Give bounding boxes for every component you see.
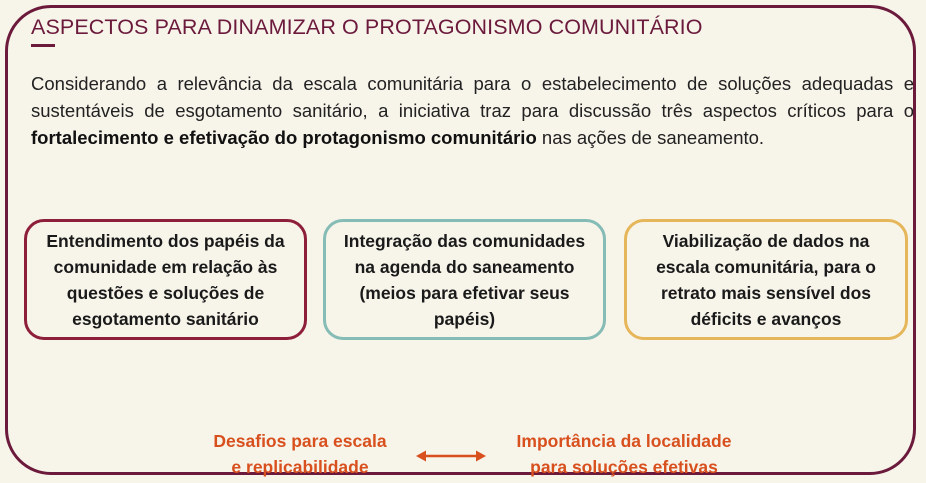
- double-arrow-icon: [416, 449, 486, 463]
- challenges-label: [193, 428, 407, 480]
- locality-label-line2: para soluções efetivas: [530, 457, 718, 477]
- intro-paragraph: [31, 70, 914, 151]
- locality-label: [497, 428, 751, 480]
- challenges-label-line2: e replicabilidade: [231, 457, 369, 477]
- intro-bold-text: fortalecimento e efetivação do protagonismo comunitário: [31, 127, 537, 148]
- aspect-card-label: Viabilização de dados na escala comunitária, para o retrato mais sensível dos déficits e avanços: [656, 230, 876, 329]
- aspect-card-label: Entendimento dos papéis da comunidade em relação às questões e soluções de esgotamento sanitário: [46, 230, 285, 329]
- aspect-card-label: Integração das comunidades na agenda do saneamento (meios para efetivar seus papéis): [343, 230, 586, 329]
- locality-label-line1: Importância da localidade: [516, 431, 732, 451]
- intro-text-before: Considerando a relevância da escala comunitária para o estabelecimento de soluções adequadas e sustentáveis de esgotamento sanitário, a iniciativa traz para discussão três aspectos críticos para o: [31, 73, 914, 121]
- title-underline: [31, 44, 55, 47]
- aspect-card-data: [624, 219, 908, 340]
- challenges-label-line1: Desafios para escala: [213, 431, 387, 451]
- page-title: ASPECTOS PARA DINAMIZAR O PROTAGONISMO COMUNITÁRIO: [31, 15, 703, 39]
- intro-text-after: nas ações de saneamento.: [536, 127, 765, 148]
- aspect-card-integration: [323, 219, 606, 340]
- aspect-card-roles: [24, 219, 307, 340]
